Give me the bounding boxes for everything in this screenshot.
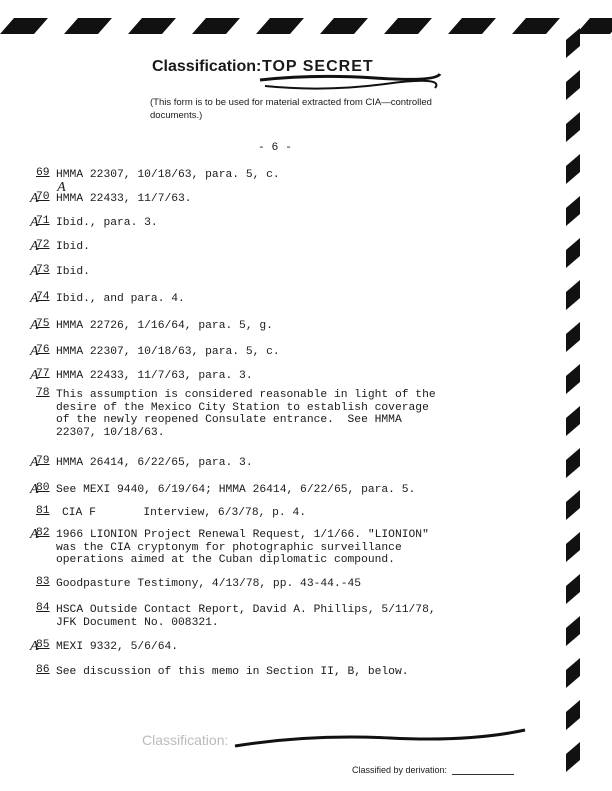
border-stripe [566, 490, 580, 520]
footnote-number: 76 [36, 344, 50, 356]
review-mark: A [30, 639, 39, 654]
border-stripe [566, 364, 580, 394]
footer-classification-label: Classification: [142, 732, 229, 748]
review-mark: A [30, 482, 39, 497]
footnote-number: 81 [36, 505, 50, 517]
review-mark: A [30, 527, 39, 542]
footnote-text: HMMA 26414, 6/22/65, para. 3. [56, 457, 253, 469]
footnote-text: See MEXI 9440, 6/19/64; HMMA 26414, 6/22/65, para. 5. [56, 484, 416, 496]
derivation-label: Classified by derivation: [352, 765, 448, 775]
review-mark: A [30, 239, 39, 254]
border-stripe [64, 18, 112, 34]
border-stripe [512, 18, 560, 34]
border-stripe [566, 112, 580, 142]
footnote-text: Ibid., para. 3. [56, 217, 158, 229]
footnote-text: HMMA 22433, 11/7/63, para. 3. [56, 370, 253, 382]
border-stripe [566, 70, 580, 100]
classification-value: TOP SECRET [262, 58, 374, 75]
footnote-number: 73 [36, 264, 50, 276]
footnote-number: 86 [36, 664, 50, 676]
review-mark: A [30, 368, 39, 383]
border-stripe [566, 406, 580, 436]
form-note: (This form is to be used for material extracted from CIA—controlled documents.) [150, 97, 432, 121]
border-stripe [0, 18, 48, 34]
footnote-text: Ibid. [56, 266, 90, 278]
footnote-number: 84 [36, 602, 50, 614]
review-mark: A [57, 179, 66, 195]
border-stripe [566, 742, 580, 772]
review-mark: A [30, 264, 39, 279]
footnote-number: 80 [36, 482, 50, 494]
border-stripe [566, 532, 580, 562]
border-stripe [566, 154, 580, 184]
border-stripe [128, 18, 176, 34]
border-stripe [566, 658, 580, 688]
footnote-text: HMMA 22726, 1/16/64, para. 5, g. [56, 320, 273, 332]
border-stripe [320, 18, 368, 34]
footnote-text: Goodpasture Testimony, 4/13/78, pp. 43-44.-45 [56, 578, 362, 590]
border-stripe [566, 574, 580, 604]
footnote-text: CIA F Interview, 6/3/78, p. 4. [62, 507, 307, 519]
border-stripe [566, 28, 580, 58]
border-stripe [384, 18, 432, 34]
page-number: - 6 - [258, 142, 292, 154]
footnote-number: 78 [36, 387, 50, 399]
derivation-line [452, 774, 514, 775]
review-mark: A [30, 318, 39, 333]
review-mark: A [30, 215, 39, 230]
footnote-number: 72 [36, 239, 50, 251]
footer-redaction-scribble [230, 724, 530, 754]
footnote-number: 75 [36, 318, 50, 330]
border-stripe [566, 322, 580, 352]
review-mark: A [30, 291, 39, 306]
border-stripe [576, 18, 612, 34]
footnote-number: 82 [36, 527, 50, 539]
review-mark: A [30, 344, 39, 359]
footnote-number: 69 [36, 167, 50, 179]
border-stripe [256, 18, 304, 34]
border-stripe [566, 700, 580, 730]
footnote-text: MEXI 9332, 5/6/64. [56, 641, 179, 653]
border-stripe [448, 18, 496, 34]
footnote-text: HSCA Outside Contact Report, David A. Phillips, 5/11/78, JFK Document No. 008321. [56, 604, 436, 629]
footnote-number: 71 [36, 215, 50, 227]
border-stripe [192, 18, 240, 34]
footnote-number: 74 [36, 291, 50, 303]
footnote-number: 83 [36, 576, 50, 588]
footnote-text: See discussion of this memo in Section II, B, below. [56, 666, 409, 678]
border-stripe [566, 280, 580, 310]
review-mark: A [30, 191, 39, 206]
footnote-text: This assumption is considered reasonable in light of the desire of the Mexico City Station to establish coverage of the newly reopened Consulate entrance. See HMMA 22307, 10/18/63. [56, 389, 436, 439]
footnote-text: HMMA 22307, 10/18/63, para. 5, c. [56, 169, 280, 181]
border-stripe [566, 196, 580, 226]
footnote-text: HMMA 22307, 10/18/63, para. 5, c. [56, 346, 280, 358]
footnote-number: 77 [36, 368, 50, 380]
border-stripe [566, 616, 580, 646]
footnote-text: HMMA 22433, 11/7/63. [56, 193, 192, 205]
footnote-number: 70 [36, 191, 50, 203]
border-stripe [566, 238, 580, 268]
footnote-number: 85 [36, 639, 50, 651]
border-stripe [566, 448, 580, 478]
classification-label: Classification: [152, 58, 262, 75]
review-mark: A [30, 455, 39, 470]
footnote-text: 1966 LIONION Project Renewal Request, 1/1/66. "LIONION" was the CIA cryptonym for photographic surveillance operations aimed at the Cuban diplomatic compound. [56, 529, 429, 567]
footnote-text: Ibid., and para. 4. [56, 293, 185, 305]
footnote-text: Ibid. [56, 241, 90, 253]
footnote-number: 79 [36, 455, 50, 467]
